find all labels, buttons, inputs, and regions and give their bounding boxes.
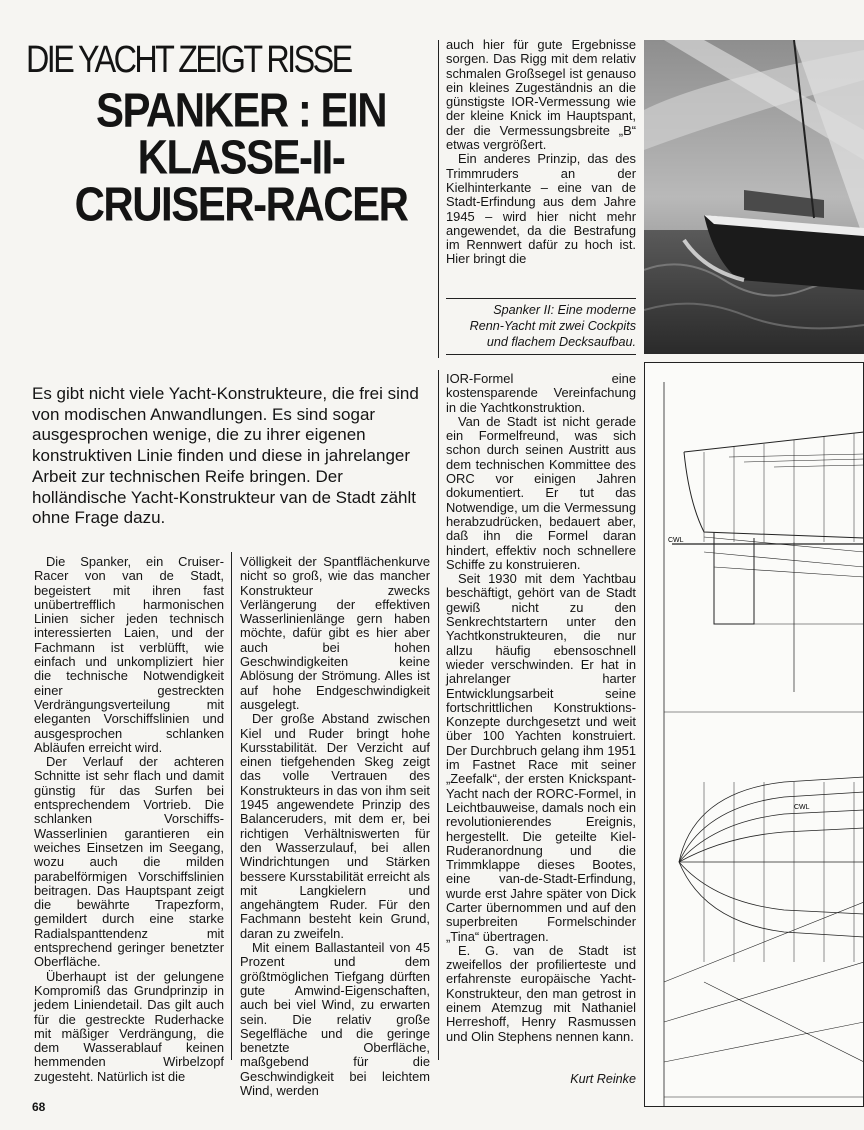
column-divider <box>438 370 439 1060</box>
paragraph: Van de Stadt ist nicht gerade ein Formelfreund, was sich schon durch seinen Austritt aus dem technischen Kommittee des ORC vor einigen Jahren dokumentiert. Er tut das Notwendige, um die Vermessung herabzudrücken, bedauert aber, daß ihn die Formel daran hindert, effektiv noch schnellere Schiffe zu konstruieren. <box>446 413 636 572</box>
yacht-photo <box>644 40 864 354</box>
cwl-label: CWL <box>668 537 684 544</box>
top-column <box>446 38 636 267</box>
kicker: DIE YACHT ZEIGT RISSE <box>26 39 351 81</box>
paragraph: Überhaupt ist der gelungene Kompromiß das Grundprinzip in jedem Liniendetail. Das gilt auch für die gestreckte Ruderhacke mit mäßiger Verdrängung, die dem Wasserablauf keinen hemmenden Wirbelzopf zugesteht. Natürlich ist die <box>34 968 224 1084</box>
paragraph: auch hier für gute Ergebnisse sorgen. Das Rigg mit dem relativ schmalen Großsegel ist genauso ein kleines Zugeständnis an die günstigste IOR-Vermessung wie der kleine Knick im Hauptspant, der die Vermessungsbreite „B“ etwas vergrößert. <box>446 37 636 153</box>
paragraph: Der Verlauf der achteren Schnitte ist sehr flach und damit günstig für das Surfen bei entsprechendem Vortrieb. Die schlanken Vorschiffs-Wasserlinien garantieren ein weiches Einsetzen im Seegang, wozu auch die milden parabelförmigen Vorschiffslinien beitragen. Das Hauptspant zeigt die bewährte Trapezform, gemildert durch eine starke Radialspanttendenz mit entsprechend geringer benetzter Oberfläche. <box>34 754 224 970</box>
column-3 <box>446 372 636 1044</box>
paragraph: Der große Abstand zwischen Kiel und Ruder bringt hohe Kursstabilität. Der Verzicht auf einen tiefgehenden Skeg zeigt das volle Vertrauen des Konstrukteurs in das von ihm seit 1945 angewendete Prinzip des Balanceruders, mit dem er, bei richtigen Verhältniswerten für den Wasserzulauf, bei allen Windrichtungen und Stärken bessere Kursstabilität erreicht als mit Langkielern und angehängtem Ruder. Für den Fachmann besteht kein Grund, daran zu zweifeln. <box>240 711 430 941</box>
lines-plan-drawing <box>644 362 864 1107</box>
paragraph: Seit 1930 mit dem Yachtbau beschäftigt, gehört van de Stadt gewiß nicht zu den Senkrechtstartern unter den Yachtkonstrukteuren, die nur allzu häufig ebensoschnell wieder verschwinden. Er hat in jahrelanger harter Entwicklungsarbeit seine fortschrittlichen Konstruktions-Konzepte durchgesetzt und weit über 100 Yachten konstruiert. Der Durchbruch gelang ihm 1951 im Fastnet Race mit seiner „Zeefalk“, der ersten Knickspant-Yacht nach der RORC-Formel, in Leichtbauweise, damals noch ein revolutionierendes Ereignis, hergestellt. Die geteilte Kiel-Ruderanordnung und die Trimmklappe dieses Bootes, eine van-de-Stadt-Erfindung, wurde erst Jahre später von Dick Carter übernommen und auf den superbreiten Formelschinder „Tina“ übertragen. <box>446 571 636 944</box>
paragraph: E. G. van de Stadt ist zweifellos der profilierteste und erfahrenste europäische Yacht-Konstrukteur, den man getrost in einem Atemzug mit Nathaniel Herreshoff, Henry Rasmussen und Olin Stephens nennen kann. <box>446 942 636 1044</box>
paragraph: Völligkeit der Spantflächenkurve nicht so groß, wie das mancher Konstrukteur zwecks Verlängerung der effektiven Wasserlinienlänge gern haben möchte, dafür gibt es hier aber auch bei hohen Geschwindigkeiten keine Ablösung der Strömung. Alles ist auf hohe Endgeschwindigkeit ausgelegt. <box>240 554 430 712</box>
paragraph: Die Spanker, ein Cruiser-Racer von van de Stadt, begeistert mit ihren fast unübertrefflich harmonischen Linien sicher jeden technisch interessierten Laien, und der Fachmann ist verblüfft, wie einfach und unkompliziert hier die technische Notwendigkeit einer gestreckten Verdrängungsverteilung mit eleganten Vorschiffslinien und ausgesprochen schlanken Abläufen erreicht wird. <box>34 554 224 755</box>
author-name: Kurt Reinke <box>570 1072 636 1086</box>
paragraph: Mit einem Ballastanteil von 45 Prozent und dem größtmöglichen Tiefgang dürften gute Amwind-Eigenschaften, auch bei viel Wind, zu erwarten sein. Die relativ große Segelfläche und die geringe benetzte Oberfläche, maßgebend für die Geschwindigkeit bei leichtem Wind, werden <box>240 940 430 1098</box>
headline: SPANKER : EIN KLASSE-II- CRUISER-RACER <box>74 82 408 231</box>
caption-rule <box>446 298 636 299</box>
column-divider-top <box>438 40 439 358</box>
photo-caption: Spanker II: Eine moderne Renn-Yacht mit zwei Cockpits und flachem Decksaufbau. <box>469 303 636 349</box>
paragraph: IOR-Formel eine kostensparende Vereinfachung in die Yachtkonstruktion. <box>446 371 636 415</box>
column-2 <box>240 555 430 1098</box>
intro-text: Es gibt nicht viele Yacht-Konstrukteure, die frei sind von modischen Anwandlungen. Es sind sogar ausgesprochen wenige, die zu ihrer eigenen konstruktiven Linie finden und diese in jahrelanger Arbeit zur technischen Reife bringen. Der holländische Yacht-Konstrukteur van de Stadt zählt ohne Frage dazu. <box>32 384 419 528</box>
column-1 <box>34 555 224 1084</box>
caption-rule <box>446 354 636 355</box>
page-number: 68 <box>32 1100 46 1114</box>
column-divider <box>231 552 232 1060</box>
paragraph: Ein anderes Prinzip, das des Trimmruders an der Kielhinterkante – eine van de Stadt-Erfindung aus dem Jahre 1945 – wird hier nicht mehr angewendet, da die Bestrafung im Rennwert dafür zu hoch ist. Hier bringt die <box>446 151 636 267</box>
cwl-label: CWL <box>794 804 810 811</box>
